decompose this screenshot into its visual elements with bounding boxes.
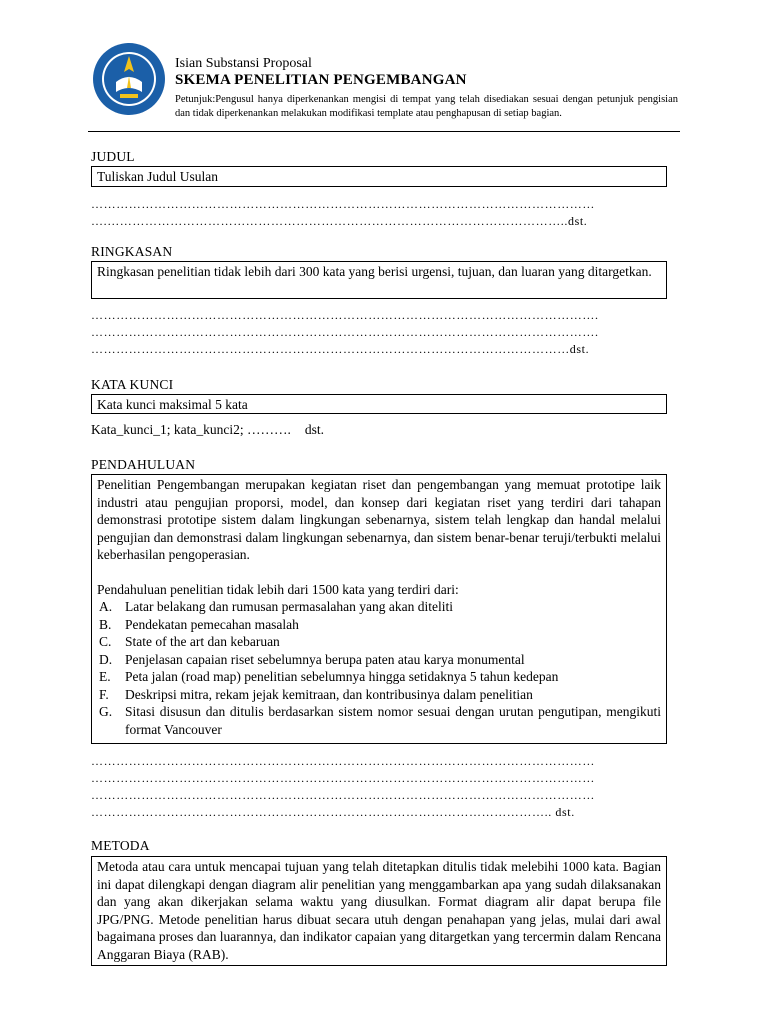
list-item (97, 668, 661, 686)
pendahuluan-list-intro: Pendahuluan penelitian tidak lebih dari 1500 kata yang terdiri dari: (97, 581, 459, 597)
metoda-label: METODA (91, 838, 150, 853)
list-item-text: Peta jalan (road map) penelitian sebelumnya hingga setidaknya 5 tahun kedepan (125, 669, 559, 684)
judul-box[interactable] (91, 166, 667, 187)
dot-line: ………………………………………………………………………………………………………… (91, 771, 595, 785)
header-title: SKEMA PENELITIAN PENGEMBANGAN (175, 72, 467, 88)
list-marker: D. (99, 651, 113, 667)
ringkasan-label: RINGKASAN (91, 244, 173, 259)
list-item-text: Latar belakang dan rumusan permasalahan yang akan diteliti (125, 599, 453, 614)
list-item-text: Sitasi disusun dan ditulis berdasarkan sistem nomor sesuai dengan urutan pengutipan, mengikuti format Vancouver (125, 704, 661, 737)
ringkasan-dots (91, 307, 667, 358)
kata-kunci-example-text: Kata_kunci_1; kata_kunci2; ………. (91, 422, 291, 437)
pendahuluan-list (97, 598, 661, 738)
list-marker: E. (99, 669, 111, 684)
list-item (97, 598, 661, 616)
metoda-box-text: Metoda atau cara untuk mencapai tujuan yang telah ditetapkan ditulis tidak melebihi 1000 kata. Bagian ini dapat dilengkapi dengan diagram alir penelitian yang menggambarkan apa yang sudah dilaksanakan dan yang akan dikerjakan selama waktu yang diusulkan. Format diagram alir dapat berupa file JPG/PNG. Metode penelitian harus dibuat secara utuh dengan penahapan yang jelas, mulai dari awal bagaimana proses dan luarannya, dan indikator capaian yang ditargetkan yang tercermin dalam Rencana Anggaran Biaya (RAB). (97, 859, 661, 962)
header-instructions: Petunjuk:Pengusul hanya diperkenankan mengisi di tempat yang telah disediakan sesuai dengan petunjuk pengisian dan tidak diperkenankan melakukan modifikasi template atau penghapusan di setiap bagian. (175, 94, 678, 119)
list-item-text: Deskripsi mitra, rekam jejak kemitraan, dan kontribusinya dalam penelitian (125, 686, 533, 702)
list-item-text: State of the art dan kebaruan (125, 634, 280, 649)
dot-line: ……………………………………………………………………………………………………dst. (91, 342, 590, 356)
tut-wuri-handayani-logo-icon (92, 42, 166, 116)
dot-line: ………………………………………………………………………………………………………… (91, 788, 595, 802)
judul-box-text: Tuliskan Judul Usulan (97, 169, 219, 184)
list-marker: B. (99, 616, 112, 632)
list-item-text: Penjelasan capaian riset sebelumnya berupa paten atau karya monumental (125, 651, 525, 667)
list-item (97, 703, 661, 738)
pendahuluan-dots (91, 753, 667, 821)
list-marker: A. (99, 599, 113, 614)
list-item-text: Pendekatan pemecahan masalah (125, 616, 299, 632)
ringkasan-box[interactable] (91, 261, 667, 299)
header-subtitle: Isian Substansi Proposal (175, 56, 312, 71)
dot-line: ………………………………………………………………………………………………………… (91, 754, 595, 768)
pendahuluan-intro: Penelitian Pengembangan merupakan kegiatan riset dan pengembangan yang memuat prototipe laik industri atau pengujian proporsi, model, dan konsep dari kegiatan riset yang terdiri dari tahapan demonstrasi prototipe sistem dalam lingkungan sebenarnya, sistem telah lengkap dan handal melalui pengujian dan demonstrasi dalam lingkungan sebenarnya, dan sistem benar-benar teruji/terbukti melalui keberhasilan pengoperasian. (97, 477, 661, 562)
list-marker: C. (99, 634, 112, 649)
kata-kunci-example (91, 422, 324, 438)
kata-kunci-label: KATA KUNCI (91, 377, 174, 392)
list-item (97, 616, 661, 634)
judul-dots (91, 196, 667, 230)
pendahuluan-box[interactable] (91, 474, 667, 744)
list-marker: F. (99, 686, 109, 702)
dot-line: ……………………………………………………………………………………………….. dst. (91, 805, 575, 819)
header-divider (88, 131, 680, 132)
list-marker: G. (99, 704, 113, 719)
list-item (97, 633, 661, 651)
judul-label: JUDUL (91, 149, 135, 164)
list-item (97, 686, 661, 704)
pendahuluan-label: PENDAHULUAN (91, 457, 196, 472)
kata-kunci-dst: dst. (304, 422, 324, 437)
dot-line: ….………………………………………………………………………………………………..dst. (91, 214, 588, 228)
kata-kunci-box[interactable] (91, 394, 667, 414)
kata-kunci-box-text: Kata kunci maksimal 5 kata (97, 397, 248, 412)
dot-line: ………………………………………………………………………………………………………… (91, 197, 595, 211)
dot-line: …………………………………………………………………………………………………………. (91, 308, 599, 322)
dot-line: …………………………………………………………………………………………………………. (91, 325, 599, 339)
ringkasan-box-text: Ringkasan penelitian tidak lebih dari 300 kata yang berisi urgensi, tujuan, dan luaran yang ditargetkan. (97, 264, 652, 279)
list-item (97, 651, 661, 669)
metoda-box[interactable] (91, 856, 667, 966)
